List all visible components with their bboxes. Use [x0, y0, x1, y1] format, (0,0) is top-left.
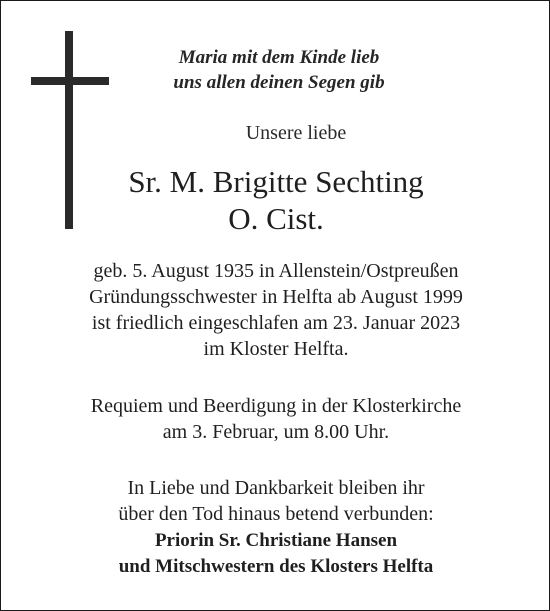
signers — [1, 528, 550, 580]
deceased-name: Sr. M. Brigitte Sechting — [128, 164, 424, 199]
thanks-line-2: über den Tod hinaus betend verbunden: — [118, 503, 434, 525]
cross-horizontal-bar — [31, 77, 109, 85]
birth-line: geb. 5. August 1935 in Allenstein/Ostpreußen — [93, 260, 459, 282]
motto-verse — [129, 45, 429, 95]
founding-line: Gründungsschwester in Helfta ab August 1999 — [89, 286, 463, 308]
thanks-text — [1, 475, 550, 527]
signer-line-2: und Mitschwestern des Klosters Helfta — [118, 556, 434, 577]
deceased-order: O. Cist. — [228, 201, 324, 236]
motto-line-2: uns allen deinen Segen gib — [173, 72, 385, 93]
motto-line-1: Maria mit dem Kinde lieb — [178, 47, 380, 68]
thanks-line-1: In Liebe und Dankbarkeit bleiben ihr — [127, 477, 425, 499]
place-line: im Kloster Helfta. — [203, 338, 349, 360]
death-line: ist friedlich eingeschlafen am 23. Januar 2023 — [91, 312, 461, 334]
signer-line-1: Priorin Sr. Christiane Hansen — [154, 530, 398, 551]
service-line-1: Requiem und Beerdigung in der Klosterkirche — [90, 395, 462, 417]
deceased-name-block — [1, 163, 550, 237]
service-details — [1, 393, 550, 445]
service-line-2: am 3. Februar, um 8.00 Uhr. — [162, 421, 390, 443]
life-details — [1, 258, 550, 362]
intro-text: Unsere liebe — [245, 122, 347, 144]
